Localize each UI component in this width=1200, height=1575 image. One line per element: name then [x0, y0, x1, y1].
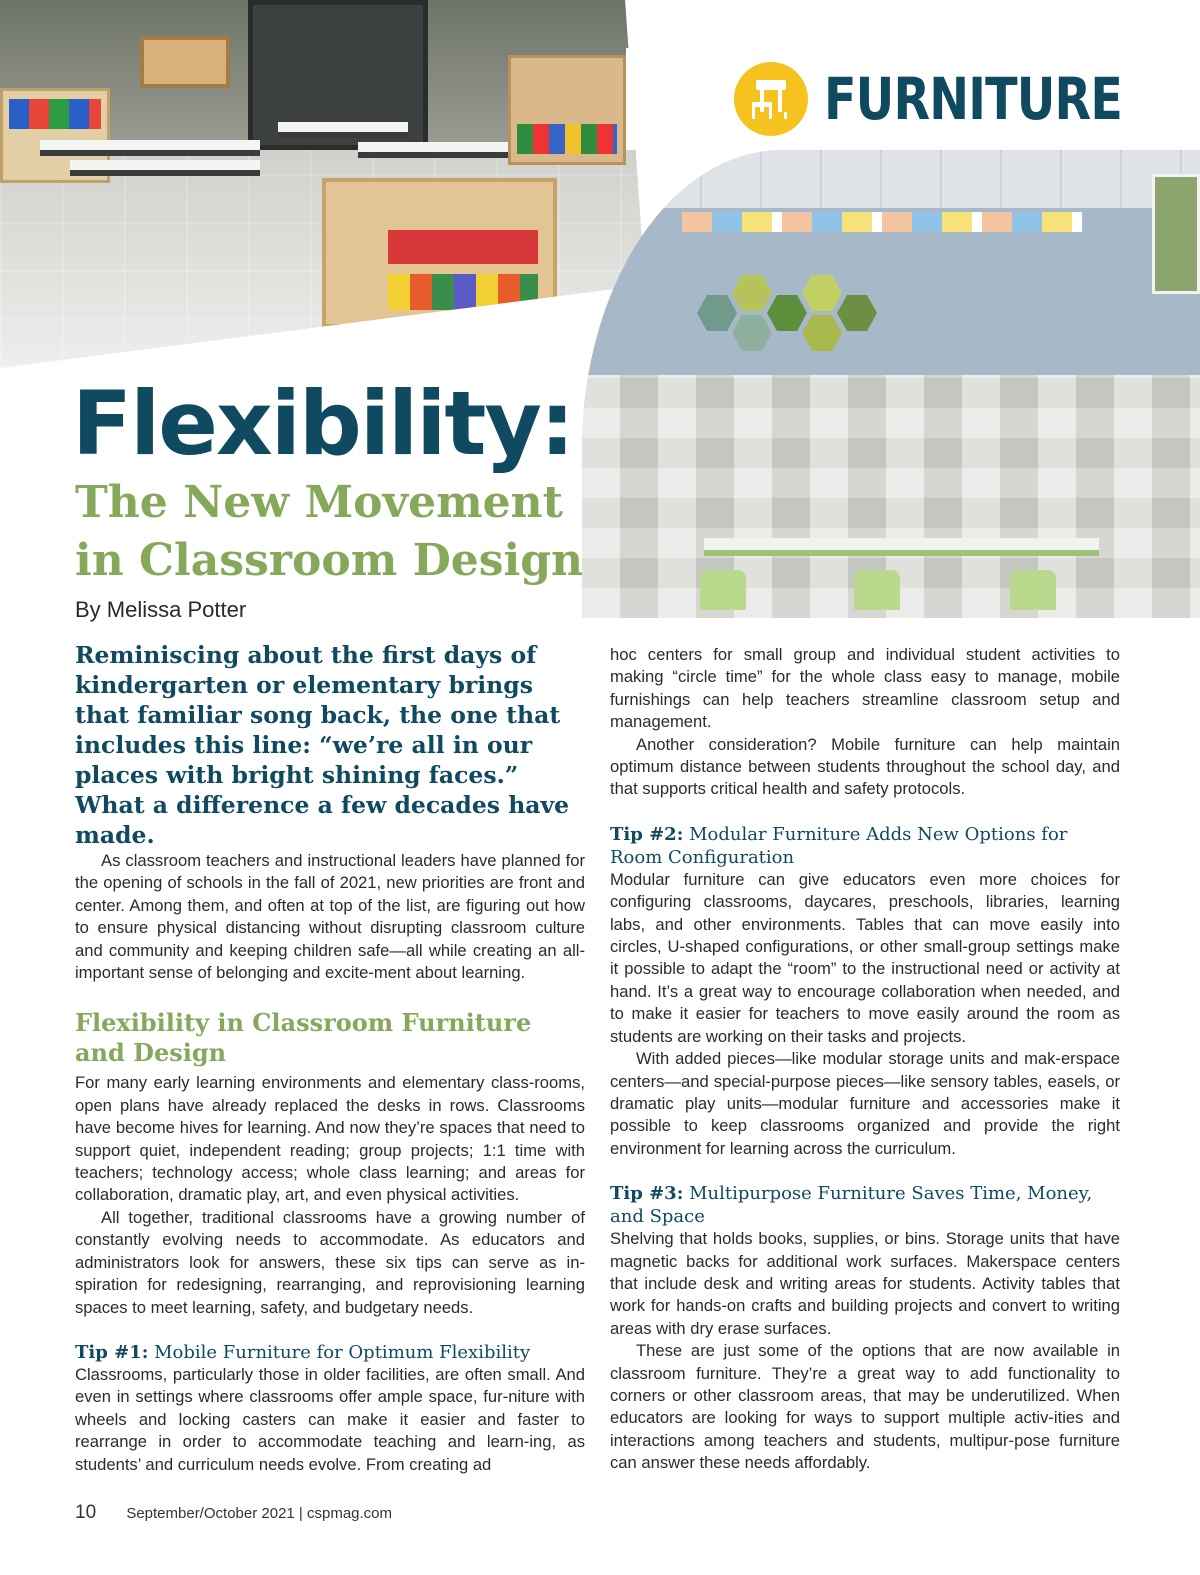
section-label: FURNITURE [824, 65, 1123, 133]
body-paragraph: Shelving that holds books, supplies, or bins. Storage units that have magnetic backs for additional work surfaces. Makerspace centers that include desk and writing areas for students. Activity tables that work for hands-on crafts and building projects and convert to writing areas with dry erase surfaces. [610, 1229, 1120, 1338]
issue-info: September/October 2021 | cspmag.com [126, 1505, 393, 1522]
tip-2-title: Modular Furniture Adds New Options for Room Configuration [610, 823, 1068, 868]
tip-1-title: Mobile Furniture for Optimum Flexibility [154, 1341, 531, 1363]
tip-1-label: Tip #1: [75, 1341, 149, 1363]
tip-2-heading [610, 823, 1120, 869]
subtitle-line-1: The New Movement [75, 477, 563, 528]
tip-3-label: Tip #3: [610, 1183, 684, 1205]
byline: By Melissa Potter [75, 597, 247, 622]
tip-1-heading [75, 1341, 585, 1364]
school-desk-icon [734, 62, 808, 136]
tip-3-title: Multipurpose Furniture Saves Time, Money, and Space [610, 1183, 1093, 1228]
body-column-right [610, 644, 1120, 1475]
lead-paragraph: Reminiscing about the first days of kindergarten or elementary brings that familiar song back, the one that includes this line: “we’re all in our places with bright shining faces.” What a difference a few decades have made. [75, 641, 570, 849]
body-paragraph: Another consideration? Mobile furniture can help maintain optimum distance between students throughout the school day, and that supports critical health and safety protocols. [610, 734, 1120, 799]
subtitle-line-2: in Classroom Design [75, 535, 583, 586]
section-heading: Flexibility in Classroom Furniture and Design [75, 1008, 532, 1068]
page-number: 10 [75, 1502, 97, 1523]
body-paragraph: With added pieces—like modular storage units and mak-erspace centers—and special-purpose pieces—like sensory tables, easels, or dramatic play units—modular furniture and accessories make it possible to keep classrooms organized and provide the right environment for learning across the curriculum. [610, 1049, 1120, 1158]
body-paragraph: Classrooms, particularly those in older facilities, are often small. And even in settings where classrooms offer ample space, fur-niture with wheels and locking casters can make it easier and faster to rearrange in order to accommodate teaching and learn-ing, as students’ and curriculum needs evolve. From creating ad [75, 1364, 585, 1474]
body-paragraph: These are just some of the options that are now available in classroom furniture. They’re a great way to add functionality to corners or other classroom areas, that may be underutilized. When educators are looking for ways to support multiple activ-ities and interactions among teachers and students, multipur-pose furniture can answer these needs affordably. [610, 1341, 1120, 1473]
body-paragraph: As classroom teachers and instructional leaders have planned for the opening of schools in the fall of 2021, new priorities are front and center. Among them, and often at top of the list, are figuring out how to ensure physical distancing without disrupting classroom culture and community and keeping children safe—all while creating an all-important sense of belonging and excite-ment about learning. [75, 851, 585, 983]
tip-3-heading [610, 1182, 1120, 1228]
article-title: Flexibility: [72, 372, 573, 475]
page-footer [75, 1502, 392, 1524]
article-subtitle [75, 474, 595, 590]
classroom-photo-left [0, 0, 645, 368]
body-paragraph: All together, traditional classrooms have a growing number of constantly evolving needs to accommodate. As educators and administrators look for answers, these six tips can serve as in-spiration for redesigning, rearranging, and reprovisioning learning spaces to meet learning, safety, and budgetary needs. [75, 1207, 585, 1317]
body-paragraph: hoc centers for small group and individual student activities to making “circle time” for the whole class easy to manage, mobile furnishings can help teachers streamline classroom setup and management. [610, 645, 1120, 732]
body-paragraph: For many early learning environments and elementary class-rooms, open plans have already replaced the desks in rows. Classrooms have become hives for learning. And now they’re spaces that need to support quiet, independent reading; group projects; 1:1 time with teachers; technology access; whole class learning; and areas for collaboration, dramatic play, art, and even physical activities. [75, 1073, 585, 1205]
body-column-left [75, 640, 585, 1476]
tip-2-label: Tip #2: [610, 823, 684, 845]
body-paragraph: Modular furniture can give educators even more choices for configuring classrooms, daycares, preschools, libraries, learning labs, and other environments. Tables that can move easily into circles, U-shaped configurations, or other small-group settings make it possible to adapt the “room” to the instructional need or activity at hand. It’s a great way to encourage collaboration when needed, and to make it easier for teachers to move easily around the room as students are working on their tasks and projects. [610, 869, 1120, 1046]
classroom-photo-right [582, 150, 1200, 618]
